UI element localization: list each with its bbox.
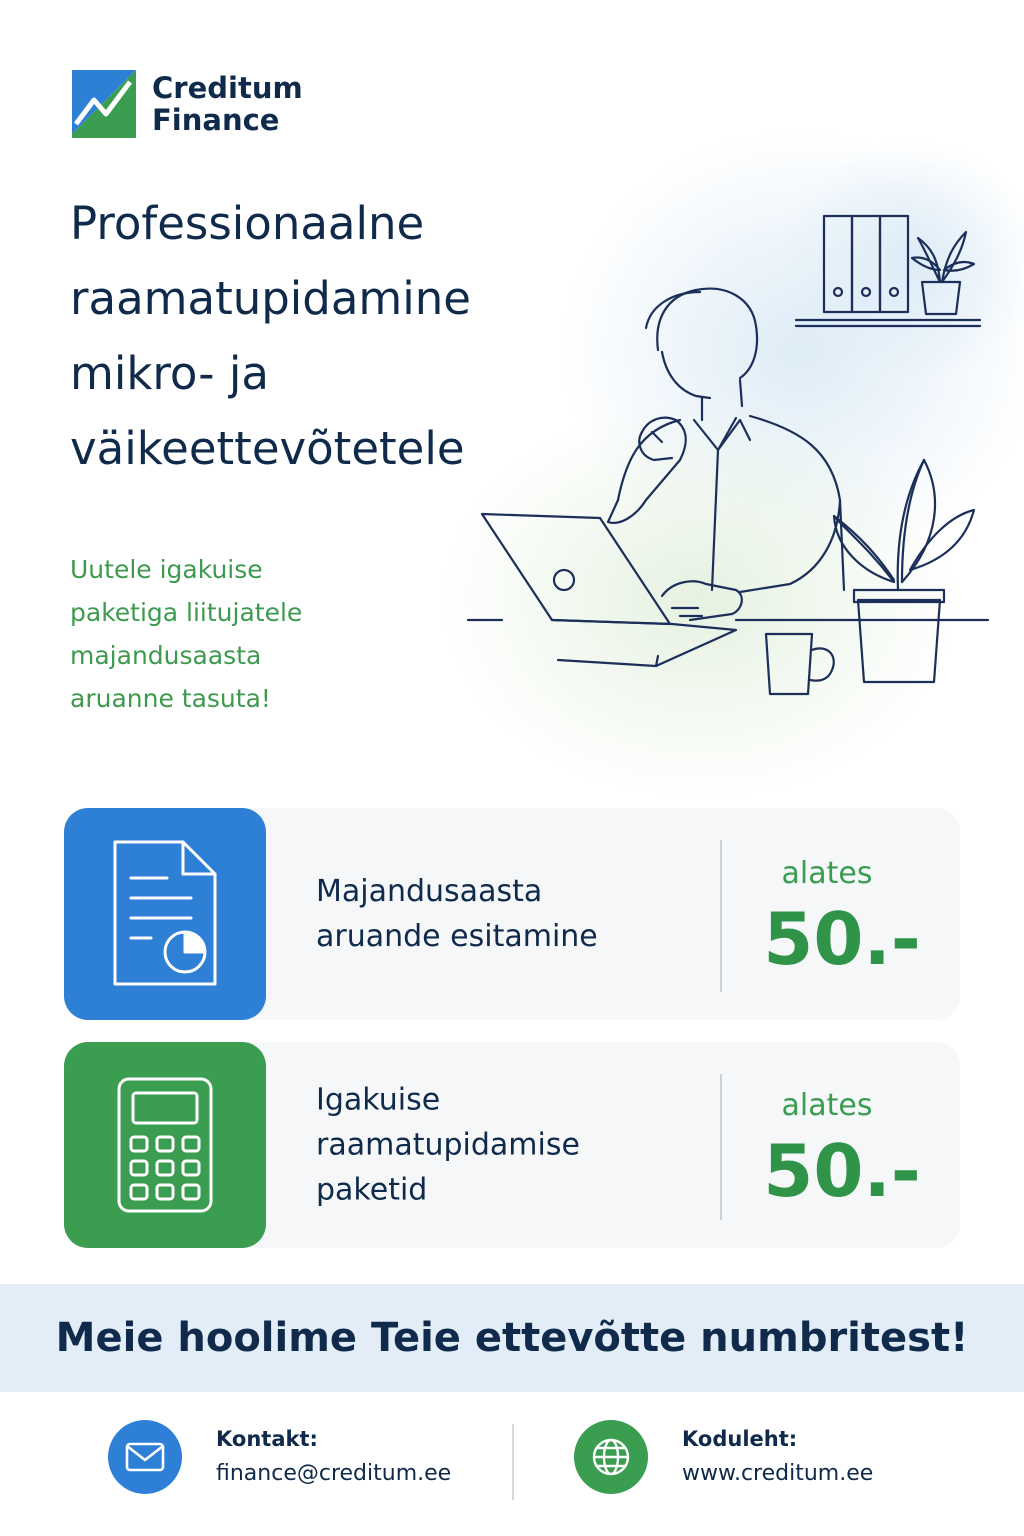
globe-icon [591,1437,631,1477]
contact-website[interactable] [574,1420,873,1494]
website-link[interactable]: www.creditum.ee [682,1461,874,1486]
service-card-monthly-packages[interactable] [64,1042,960,1248]
slogan-banner [0,1284,1024,1392]
service-label-line: Majandusaasta [316,874,543,909]
slogan-text: Meie hoolime Teie ettevõtte numbritest! [55,1315,969,1361]
envelope-icon [125,1442,165,1472]
contact-email-text [216,1422,451,1492]
contact-website-text [682,1422,873,1492]
promo-line: paketiga liitujatele [70,598,303,627]
contact-label: Kontakt: [216,1427,318,1451]
calculator-icon [115,1075,215,1215]
brand-name-line1: Creditum [152,71,303,105]
price-block [764,854,960,984]
card-icon-panel [64,808,266,1020]
promo-line: Uutele igakuise [70,555,263,584]
person-at-laptop-illustration [440,120,1024,800]
service-label-line: aruande esitamine [316,919,598,954]
card-icon-panel [64,1042,266,1248]
headline-line: väikeettevõtetele [70,422,465,475]
brand-name-line2: Finance [152,103,280,137]
logo-chart-icon [72,70,136,138]
contact-label: Koduleht: [682,1427,798,1451]
price-prefix: alates [781,856,873,891]
service-label [316,869,696,959]
service-label-line: Igakuise [316,1082,441,1118]
price-prefix: alates [781,1088,873,1123]
service-label [316,1078,696,1213]
promo-line: aruanne tasuta! [70,684,271,713]
brand-logo [72,70,303,138]
headline-line: Professionaalne [70,197,425,250]
globe-icon-circle [574,1420,648,1494]
email-icon-circle [108,1420,182,1494]
footer-divider [512,1424,514,1500]
document-report-icon [107,836,223,992]
price-block [764,1086,960,1216]
price-value: 50.- [763,1129,921,1213]
brand-name [152,72,303,136]
promo-text [70,548,390,720]
price-value: 50.- [763,897,921,981]
service-label-line: paketid [316,1172,428,1208]
contact-email[interactable] [108,1420,451,1494]
service-card-annual-report[interactable] [64,808,960,1020]
service-label-line: raamatupidamise [316,1127,580,1163]
headline-line: mikro- ja [70,347,269,400]
promo-line: majandusaasta [70,641,262,670]
email-link[interactable]: finance@creditum.ee [216,1461,452,1486]
headline-line: raamatupidamine [70,272,471,325]
